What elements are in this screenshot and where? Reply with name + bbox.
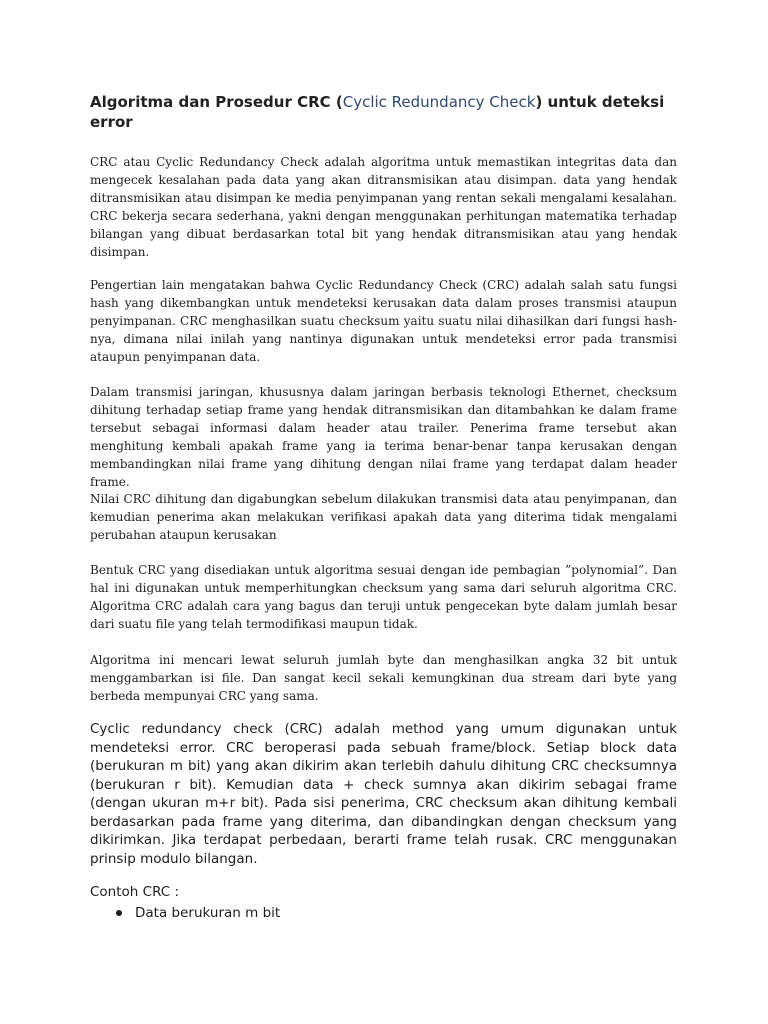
example-bullet-list bbox=[90, 904, 280, 922]
list-item-text: Data berukuran m bit bbox=[135, 905, 281, 921]
document-title bbox=[90, 92, 690, 132]
paragraph-hash-function: Pengertian lain mengatakan bahwa Cyclic Redundancy Check (CRC) adalah salah satu fungsi hash yang dikembangkan untuk mendeteksi kerusakan data dalam proses transmisi ataupun penyimpanan. CRC menghasilkan suatu checksum yaitu suatu nilai dihasilkan dari fungsi hash-nya, dimana nilai inilah yang nantinya digunakan untuk mendeteksi error pada transmisi ataupun penyimpanan data. bbox=[90, 278, 677, 364]
paragraph-method: Cyclic redundancy check (CRC) adalah method yang umum digunakan untuk mendeteksi error. CRC beroperasi pada sebuah frame/block. Setiap block data (berukuran m bit) yang akan dikirim akan terlebih dahulu dihitung CRC checksumnya (berukuran r bit). Kemudian data + check sumnya akan dikirim sebagai frame (dengan ukuran m+r bit). Pada sisi penerima, CRC checksum akan dihitung kembali berdasarkan pada frame yang diterima, dan dibandingkan dengan checksum yang dikirimkan. Jika terdapat perbedaan, berarti frame telah rusak. CRC menggunakan prinsip modulo bilangan. bbox=[90, 721, 677, 867]
paragraph-definition: CRC atau Cyclic Redundancy Check adalah algoritma untuk memastikan integritas data dan mengecek kesalahan pada data yang akan ditransmisikan atau disimpan. data yang hendak ditransmisikan atau disimpan ke media penyimpanan yang rentan sekali mengalami kesalahan. CRC bekerja secara sederhana, yakni dengan menggunakan perhitungan matematika terhadap bilangan yang dibuat berdasarkan total bit yang hendak ditransmisikan atau yang hendak disimpan. bbox=[90, 155, 677, 259]
paragraph-32bit: Algoritma ini mencari lewat seluruh jumlah byte dan menghasilkan angka 32 bit untuk menggambarkan isi file. Dan sangat kecil sekali kemungkinan dua stream dari byte yang berbeda mempunyai CRC yang sama. bbox=[90, 653, 677, 703]
paragraph-polynomial: Bentuk CRC yang disediakan untuk algoritma sesuai dengan ide pembagian ”polynomial”. Dan hal ini digunakan untuk memperhitungkan checksum yang sama dari seluruh algoritma CRC. Algoritma CRC adalah cara yang bagus dan teruji untuk pengecekan byte dalam jumlah besar dari suatu file yang telah termodifikasi maupun tidak. bbox=[90, 563, 677, 631]
paragraph-network-transmission: Dalam transmisi jaringan, khususnya dalam jaringan berbasis teknologi Ethernet, checksum dihitung terhadap setiap frame yang hendak ditransmisikan dan ditambahkan ke dalam frame tersebut sebagai informasi dalam header atau trailer. Penerima frame tersebut akan menghitung kembali apakah frame yang ia terima benar-benar tanpa kerusakan dengan membandingkan nilai frame yang dihitung dengan nilai frame yang terdapat dalam header frame. bbox=[90, 385, 677, 489]
title-suffix: ) untuk deteksi error bbox=[90, 93, 665, 131]
paragraph-crc-value: Nilai CRC dihitung dan digabungkan sebelum dilakukan transmisi data atau penyimpanan, dan kemudian penerima akan melakukan verifikasi apakah data yang diterima tidak mengalami perubahan ataupun kerusakan bbox=[90, 492, 677, 542]
example-heading: Contoh CRC : bbox=[90, 884, 180, 900]
bullet-icon bbox=[116, 910, 122, 916]
title-accent: Cyclic Redundancy Check bbox=[342, 93, 536, 111]
title-prefix: Algoritma dan Prosedur CRC ( bbox=[90, 93, 343, 111]
list-item bbox=[90, 904, 280, 922]
